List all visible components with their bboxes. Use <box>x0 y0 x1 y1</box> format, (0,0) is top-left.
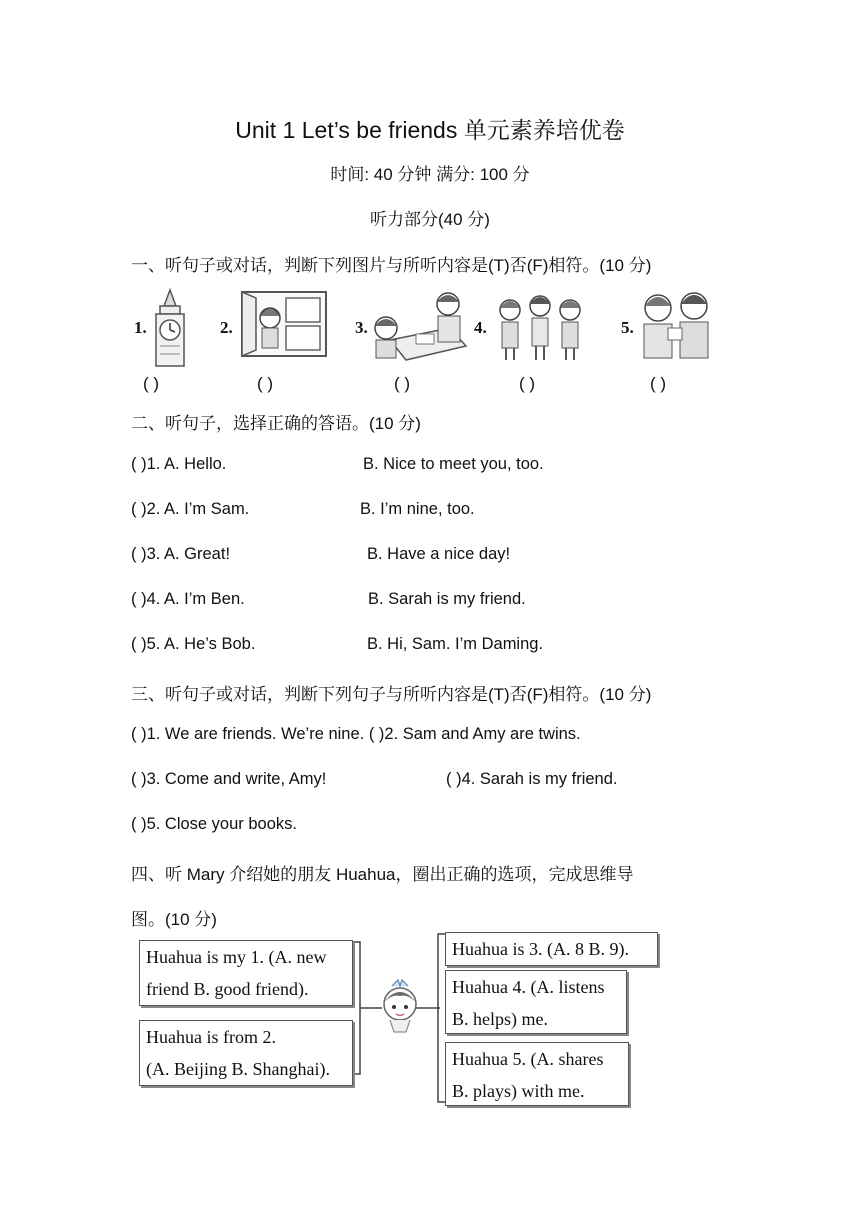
mind-map-box-3 <box>445 932 658 966</box>
picture-number: 1. <box>134 318 147 337</box>
section-4-heading-line2: 图。(10 分) <box>131 910 217 929</box>
box-line: Huahua is my 1. (A. new <box>146 947 327 967</box>
clock-tower-icon <box>150 288 190 370</box>
option-b: B. Nice to meet you, too. <box>363 455 544 473</box>
students-at-desk-icon <box>370 288 470 362</box>
answer-blank[interactable]: ( ) <box>394 374 411 393</box>
section-3-heading: 三、听句子或对话，判断下列句子与所听内容是(T)否(F)相符。(10 分) <box>131 685 652 704</box>
girl-at-window-icon <box>238 288 330 360</box>
picture-number: 4. <box>474 318 487 337</box>
picture-number: 3. <box>355 318 368 337</box>
page-title: Unit 1 Let’s be friends 单元素养培优卷 <box>235 117 625 143</box>
question-lead: ( )1. A. Hello. <box>131 455 227 473</box>
box-line: Huahua is 3. (A. 8 B. 9). <box>452 939 629 959</box>
picture-number: 5. <box>621 318 634 337</box>
girl-face-icon <box>380 978 420 1034</box>
box-line: Huahua 5. (A. shares <box>452 1049 604 1069</box>
question-lead: ( )4. A. I’m Ben. <box>131 590 245 608</box>
answer-blank[interactable]: ( ) <box>143 374 160 393</box>
tf-row-1: ( )1. We are friends. We’re nine. ( )2. Sam and Amy are twins. <box>131 725 581 743</box>
section-1-heading: 一、听句子或对话，判断下列图片与所听内容是(T)否(F)相符。(10 分) <box>131 256 652 275</box>
tf-item-5: ( )5. Close your books. <box>131 815 297 833</box>
option-b: B. Hi, Sam. I’m Daming. <box>367 635 544 653</box>
answer-blank[interactable]: ( ) <box>650 374 667 393</box>
mind-map-box-2 <box>139 1020 353 1086</box>
option-b: B. I’m nine, too. <box>360 500 475 518</box>
answer-blank[interactable]: ( ) <box>519 374 536 393</box>
box-line: Huahua is from 2. <box>146 1027 276 1047</box>
question-lead: ( )5. A. He’s Bob. <box>131 635 256 653</box>
box-line: B. helps) me. <box>452 1009 548 1029</box>
answer-blank[interactable]: ( ) <box>257 374 274 393</box>
friends-sharing-icon <box>638 288 714 362</box>
tf-item-3: ( )3. Come and write, Amy! <box>131 770 327 788</box>
box-line: Huahua 4. (A. listens <box>452 977 605 997</box>
picture-number: 2. <box>220 318 233 337</box>
mind-map-box-4 <box>445 970 627 1034</box>
section-4-heading-line1: 四、听 Mary 介绍她的朋友 Huahua，圈出正确的选项，完成思维导 <box>131 865 634 884</box>
option-b: B. Sarah is my friend. <box>368 590 526 608</box>
section-2-heading: 二、听句子，选择正确的答语。(10 分) <box>131 414 421 433</box>
box-line: B. plays) with me. <box>452 1081 585 1101</box>
three-children-icon <box>492 288 588 364</box>
time-info: 时间: 40 分钟 满分: 100 分 <box>330 165 530 184</box>
tf-item-4: ( )4. Sarah is my friend. <box>446 770 618 788</box>
box-line: friend B. good friend). <box>146 979 309 999</box>
box-line: (A. Beijing B. Shanghai). <box>146 1059 330 1079</box>
option-b: B. Have a nice day! <box>367 545 511 563</box>
question-lead: ( )3. A. Great! <box>131 545 231 563</box>
mind-map-box-5 <box>445 1042 629 1106</box>
question-lead: ( )2. A. I’m Sam. <box>131 500 250 518</box>
mind-map-box-1 <box>139 940 353 1006</box>
part-label: 听力部分(40 分) <box>370 210 490 229</box>
